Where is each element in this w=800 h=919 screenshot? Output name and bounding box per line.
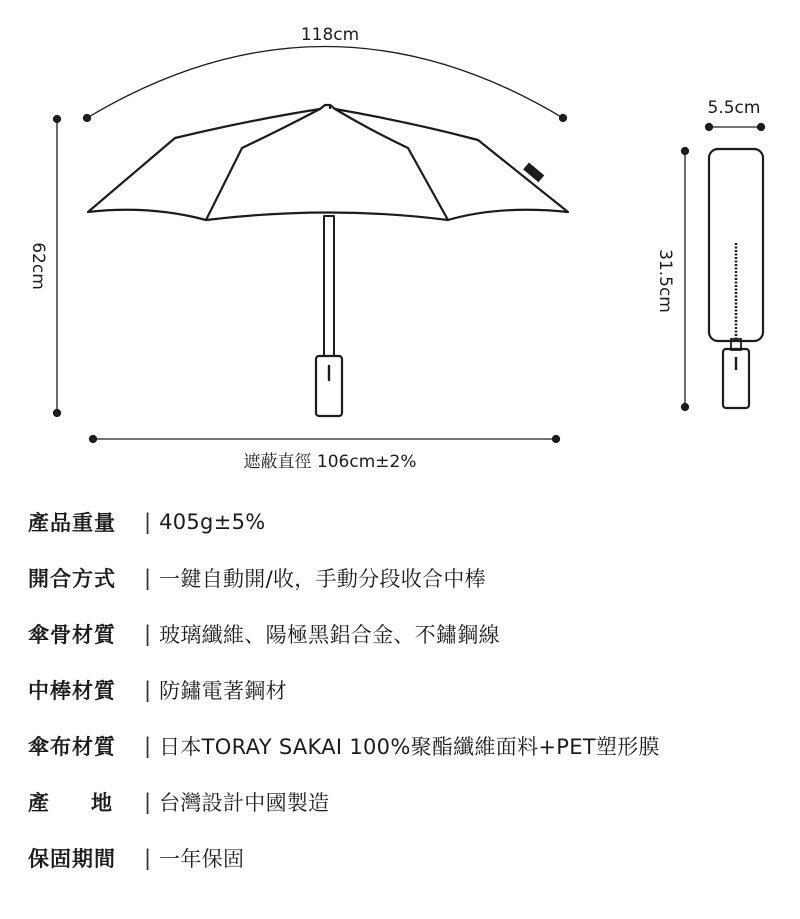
- spec-row-opening-method: [28, 558, 486, 598]
- spec-separator: |: [144, 846, 152, 870]
- spec-separator: |: [144, 566, 152, 590]
- spec-separator: |: [144, 510, 152, 534]
- spec-row-warranty: [28, 838, 244, 878]
- canopy-diameter-label: 遮蔽直徑 106cm±2%: [243, 452, 417, 472]
- folded-length-dimension: [682, 148, 689, 411]
- spec-row-weight: [28, 502, 266, 542]
- spec-value: 一年保固: [159, 847, 245, 871]
- spec-value: 一鍵自動開/收，手動分段收合中棒: [159, 567, 486, 591]
- spec-separator: |: [144, 622, 152, 646]
- spec-value: 台灣設計中國製造: [159, 791, 330, 815]
- spec-separator: |: [144, 790, 152, 814]
- arc-width-label: 118cm: [300, 25, 360, 45]
- spec-row-canopy-material: [28, 726, 660, 766]
- spec-label: 傘布材質: [28, 735, 116, 759]
- folded-width-dimension: [706, 124, 765, 131]
- height-dimension: [54, 116, 61, 417]
- spec-label: 中棒材質: [28, 679, 116, 703]
- spec-label: 產品重量: [28, 511, 116, 535]
- spec-separator: |: [144, 678, 152, 702]
- spec-value: 日本TORAY SAKAI 100%聚酯纖維面料+PET塑形膜: [159, 735, 660, 759]
- spec-label: 開合方式: [28, 567, 116, 591]
- spec-value: 防鏽電著鋼材: [159, 679, 287, 703]
- spec-row-shaft-material: [28, 670, 287, 710]
- open-umbrella-drawing: [88, 105, 568, 416]
- spec-separator: |: [144, 734, 152, 758]
- spec-row-rib-material: [28, 614, 500, 654]
- spec-row-origin: [28, 782, 329, 822]
- folded-length-label: 31.5cm: [655, 249, 675, 313]
- spec-value: 玻璃纖維、陽極黑鋁合金、不鏽鋼線: [159, 623, 500, 647]
- spec-label: 保固期間: [28, 847, 116, 871]
- arc-dimension: [84, 47, 567, 122]
- spec-value: 405g±5%: [159, 510, 266, 534]
- folded-width-label: 5.5cm: [707, 98, 761, 118]
- spec-label: 產 地: [28, 791, 112, 815]
- spec-label: 傘骨材質: [28, 623, 116, 647]
- folded-umbrella-drawing: [709, 149, 763, 408]
- canopy-diameter-dimension: [90, 436, 560, 443]
- height-label: 62cm: [28, 242, 48, 290]
